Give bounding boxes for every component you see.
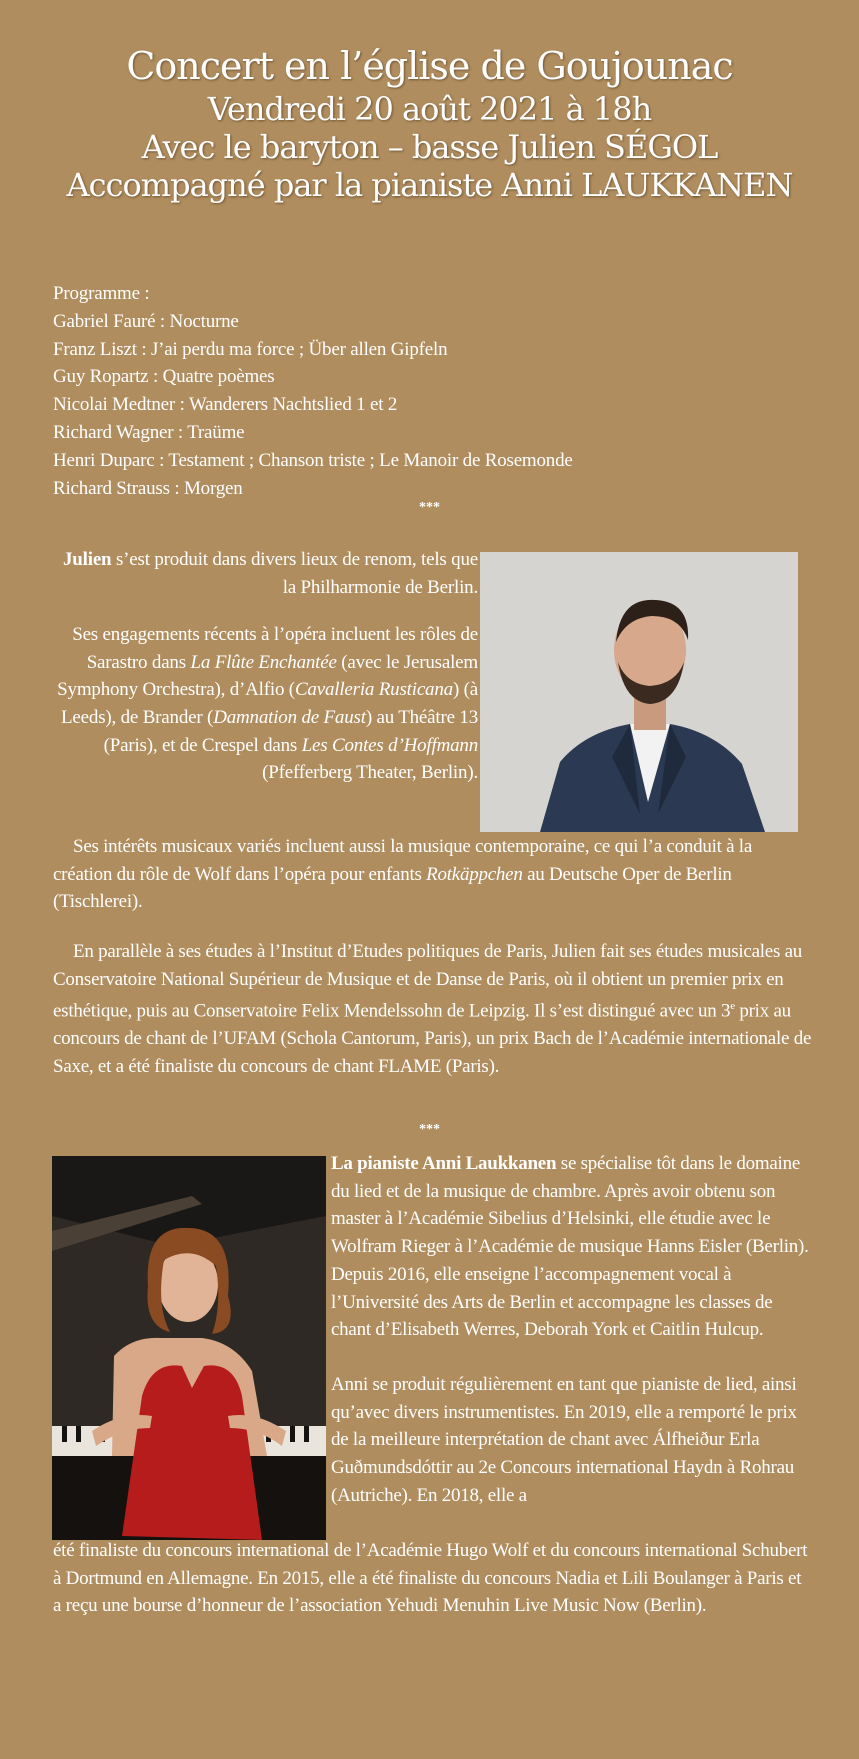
opera-title: Les Contes d’Hoffmann [301, 734, 478, 756]
text-span: se spécialise tôt dans le domaine du lied et de la musique de chambre. Après avoir obtenu son master à l’Académie Sibelius d’Helsinki, elle étudie avec le Wolfram Rieger à l’Académie de musique Hanns Eisler (Berlin). Depuis 2016, elle enseigne l’accompagnement vocal à l’Université des Arts de Berlin et accompagne les classes de chant d’Elisabeth Werres, Deborah York et Caitlin Hulcup. [331, 1153, 809, 1341]
opera-title: Cavalleria Rusticana [294, 679, 453, 701]
programme-item: Franz Liszt : J’ai perdu ma force ; Über allen Gipfeln [53, 338, 448, 360]
concert-accompanist: Accompagné par la pianiste Anni LAUKKANEN [66, 166, 793, 205]
text-span: (Pfefferberg Theater, Berlin). [262, 762, 478, 784]
programme-item: Richard Wagner : Traüme [53, 421, 245, 443]
superscript: e [730, 1000, 735, 1013]
text-span: au Deutsche Oper de Berlin (Tischlerei). [53, 863, 732, 913]
text-span: En parallèle à ses études à l’Institut d’Etudes politiques de Paris, Julien fait ses études musicales au Conservatoire National Supérieur de Musique et de Danse de Paris, où il obtient un premier prix en esthétique, puis au Conservatoire Felix Mendelssohn de Leipzig. Il s’est distingué avec un 3 [53, 941, 803, 1022]
text-span: prix au concours de chant de l’UFAM (Schola Cantorum, Paris), un prix Bach de l’Académie internationale de Saxe, et a été finaliste du concours de chant FLAME (Paris). [53, 1000, 812, 1077]
opera-title: Rotkäppchen [426, 863, 523, 885]
text-span: (avec le Jerusalem Symphony Orchestra), d’Alfio ( [57, 651, 478, 701]
poster-header [0, 0, 859, 205]
text-span: Ses engagements récents à l’opéra incluent les rôles de Sarastro dans [72, 624, 478, 673]
anni-portrait-photo [52, 1156, 326, 1540]
anni-bio-paragraph-2-continued: été finaliste du concours international de l’Académie Hugo Wolf et du concours international Schubert à Dortmund en Allemagne. En 2015, elle a été finaliste du concours Nadia et Lili Boulanger à Paris et a reçu une bourse d’honneur de l’association Yehudi Menuhin Live Music Now (Berlin). [53, 1540, 808, 1617]
section-separator: *** [419, 1122, 440, 1137]
julien-bio-paragraph-4 [53, 938, 813, 1080]
anni-name: La pianiste Anni Laukkanen [331, 1153, 557, 1174]
concert-title: Concert en l’église de Goujounac [126, 44, 733, 88]
pianist-portrait-illustration [52, 1156, 326, 1540]
programme-item: Nicolai Medtner : Wanderers Nachtslied 1 et 2 [53, 394, 398, 416]
julien-bio-paragraph-1 [55, 546, 478, 601]
text-span: ) au Théâtre 13 (Paris), et de Crespel dans [103, 706, 478, 756]
text-span: Ses intérêts musicaux variés incluent aussi la musique contemporaine, ce qui l’a conduit à la création du rôle de Wolf dans l’opéra pour enfants [53, 836, 753, 885]
text-span: s’est produit dans divers lieux de renom, tels que la Philharmonie de Berlin. [111, 549, 478, 598]
julien-bio-intro [55, 546, 478, 807]
programme-item: Richard Strauss : Morgen [53, 477, 243, 499]
programme-item: Henri Duparc : Testament ; Chanson triste ; Le Manoir de Rosemonde [53, 449, 573, 471]
opera-title: La Flûte Enchantée [190, 651, 337, 673]
programme-item: Guy Ropartz : Quatre poèmes [53, 366, 275, 388]
opera-title: Damnation de Faust [213, 706, 366, 728]
anni-bio [331, 1150, 811, 1536]
julien-name: Julien [63, 549, 112, 570]
programme-list [53, 280, 573, 502]
julien-bio-paragraph-2 [55, 621, 478, 787]
julien-portrait-photo [480, 552, 798, 832]
anni-bio-paragraph-2: Anni se produit régulièrement en tant que pianiste de lied, ainsi qu’avec divers instrumentistes. En 2019, elle a remporté le prix de la meilleure interprétation de chant avec Álfheiður Erla Guðmundsdóttir au 2e Concours international Haydn à Rohrau (Autriche). En 2018, elle a [331, 1373, 797, 1506]
concert-date: Vendredi 20 août 2021 à 18h [207, 89, 652, 128]
section-separator: *** [419, 500, 440, 515]
text-span: ) (à Leeds), de Brander ( [61, 679, 478, 728]
anni-bio-paragraph-1 [331, 1150, 811, 1344]
julien-bio-paragraph-3 [53, 833, 813, 916]
concert-performer: Avec le baryton – basse Julien SÉGOL [141, 127, 718, 166]
programme-item: Gabriel Fauré : Nocturne [53, 310, 239, 332]
programme-heading: Programme : [53, 283, 150, 304]
baritone-portrait-illustration [480, 552, 798, 832]
